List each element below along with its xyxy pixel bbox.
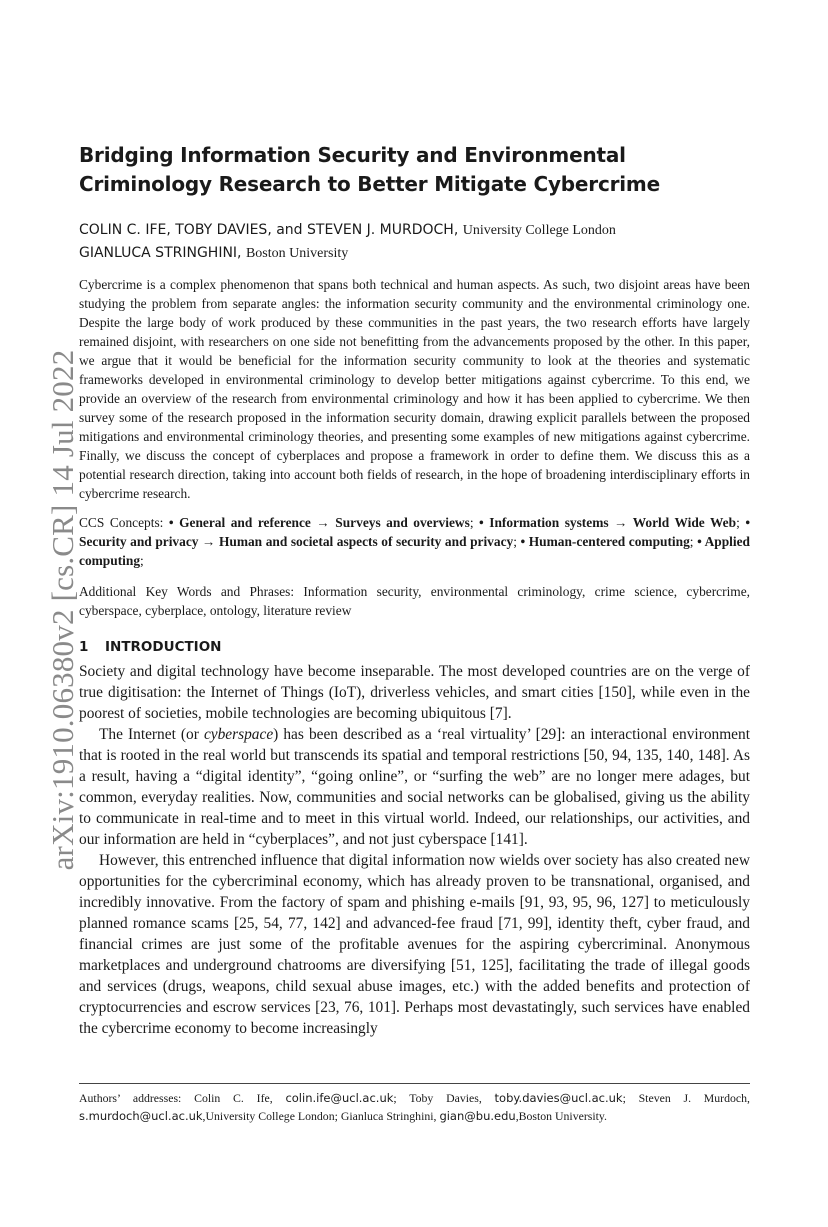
ccs-concept-3: • Security and privacy → Human and societal aspects of security and privacy [79, 515, 751, 549]
para2-start: The Internet (or [99, 726, 204, 743]
footnote-divider [79, 1083, 750, 1084]
ccs-concept-1: • General and reference → Surveys and overviews [168, 515, 470, 530]
affiliation-ucl: University College London [462, 223, 616, 238]
authors-names-1: COLIN C. IFE, TOBY DAVIES, and STEVEN J. MURDOCH, [79, 222, 459, 238]
ccs-concept-5: • Applied computing [79, 534, 751, 568]
author-addresses-footnote [79, 1089, 750, 1125]
footnote-prefix: Authors’ addresses: Colin C. Ife, [79, 1091, 286, 1105]
email-link-davies[interactable]: toby.davies@ucl.ac.uk [494, 1091, 623, 1105]
para2-rest: ) has been described as a ‘real virtuality’ [29]: an interactional environment that is rooted in the real world but transcends its spatial and temporal restrictions [50, 94, 135, 140, 148]. As a result, having a “digital identity”, “going online”, or “surfing the web” are no longer mere adages, but common, everyday realities. Now, communities and social networks can be globalised, giving us the ability to communicate in real-time and to meet in this virtual world. Indeed, our relationships, our activities, and our information are held in “cyberplaces”, and not just cyberspace [141]. [79, 726, 750, 848]
abstract: Cybercrime is a complex phenomenon that spans both technical and human aspects. As such, two disjoint areas have been studying the problem from separate angles: the information security community and the environmental criminology one. Despite the large body of work produced by these communities in the past years, the two research efforts have largely remained disjoint, with researchers on one side not benefitting from the advancements proposed by the other. In this paper, we argue that it would be beneficial for the information security community to look at the theories and systematic frameworks developed in environmental criminology to develop better mitigations against cybercrime. To this end, we provide an overview of the research from environmental criminology and how it has been applied to cybercrime. We then survey some of the research proposed in the information security domain, drawing explicit parallels between the proposed mitigations and environmental criminology theories, and presenting some examples of new mitigations against cybercrime. Finally, we discuss the concept of cyberplaces and propose a framework in order to define them. We discuss this as a potential research direction, taking into account both fields of research, in the hope of broadening interdisciplinary efforts in cybercrime research. [79, 277, 750, 501]
ccs-separator: ; [736, 515, 746, 530]
paper-title [79, 141, 750, 199]
email-link-murdoch[interactable]: s.murdoch@ucl.ac.uk [79, 1109, 203, 1123]
footnote-text: ,University College London; Gianluca Stringhini, [202, 1109, 440, 1123]
footnote-end: ,Boston University. [515, 1109, 608, 1123]
section-heading [79, 639, 750, 655]
paper-content [79, 141, 750, 1039]
body-paragraph-1: Society and digital technology have become inseparable. The most developed countries are on the verge of true digitisation: the Internet of Things (IoT), driverless vehicles, and smart cities [150], while even in the poorest of societies, mobile technologies are becoming ubiquitous [7]. [79, 663, 750, 722]
title-line-1: Bridging Information Security and Environmental [79, 143, 626, 167]
email-link-stringhini[interactable]: gian@bu.edu [439, 1109, 516, 1123]
title-line-2: Criminology Research to Better Mitigate Cybercrime [79, 172, 660, 196]
footnote-text: ; Steven J. Murdoch, [622, 1091, 750, 1105]
section-title: INTRODUCTION [105, 639, 222, 655]
keywords: Additional Key Words and Phrases: Information security, environmental criminology, crime science, cybercrime, cyberspace, cyberplace, ontology, literature review [79, 584, 750, 618]
email-link-ife[interactable]: colin.ife@ucl.ac.uk [285, 1091, 394, 1105]
ccs-separator: ; [689, 534, 698, 549]
author-line-1 [79, 219, 750, 242]
ccs-concept-2: • Information systems → World Wide Web [479, 515, 737, 530]
arxiv-identifier: arXiv:1910.06380v2 [cs.CR] 14 Jul 2022 [45, 349, 80, 871]
authors-names-2: GIANLUCA STRINGHINI, [79, 245, 242, 261]
affiliation-bu: Boston University [245, 246, 349, 261]
ccs-end: ; [140, 553, 144, 568]
ccs-concept-4: • Human-centered computing [520, 534, 690, 549]
author-block [79, 219, 750, 265]
section-number: 1 [79, 639, 89, 655]
author-line-2 [79, 242, 750, 265]
body-paragraph-3: However, this entrenched influence that digital information now wields over society has also created new opportunities for the cybercriminal economy, which has already proven to be transnational, organised, and incredibly innovative. From the factory of spam and phishing e-mails [91, 93, 95, 96, 127] to meticulously planned romance scams [25, 54, 77, 142] and advanced-fee fraud [71, 99], identity theft, cyber fraud, and financial crimes are just some of the profitable avenues for the aspiring cybercriminal. Anonymous marketplaces and underground chatrooms are diversifying [51, 125], facilitating the trade of illegal goods and services (drugs, weapons, child sexual abuse images, etc.) with the added benefits and protection of cryptocurrencies and escrow services [23, 76, 101]. Perhaps most devastatingly, such services have enabled the cybercrime economy to become increasingly [79, 852, 750, 1037]
ccs-label: CCS Concepts: [79, 515, 169, 530]
ccs-concepts [79, 513, 750, 570]
ccs-separator: ; [469, 515, 480, 530]
para2-emphasis: cyberspace [203, 726, 274, 743]
ccs-separator: ; [513, 534, 521, 549]
footnote-text: ; Toby Davies, [393, 1091, 495, 1105]
body-paragraph-2 [79, 724, 750, 850]
